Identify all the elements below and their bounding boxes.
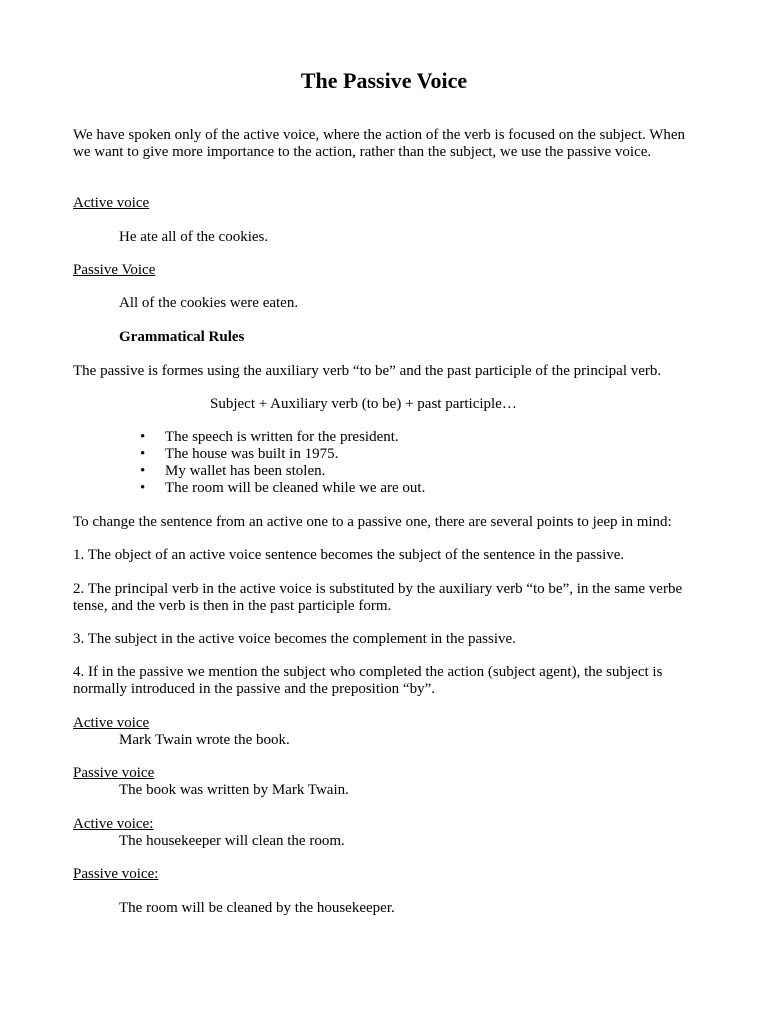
point-2: 2. The principal verb in the active voice is substituted by the auxiliary verb “to be”, in the same verbe tense, and the verb is then in the past participle form.: [73, 581, 683, 614]
example-label-active-2: Active voice:: [73, 816, 154, 832]
bullet-item: [140, 480, 425, 497]
bullet-symbol: •: [140, 446, 146, 462]
example-sentence-passive-1: The book was written by Mark Twain.: [119, 782, 349, 798]
rules-heading: Grammatical Rules: [119, 329, 245, 345]
bullet-symbol: •: [140, 429, 146, 445]
document-title: The Passive Voice: [300, 68, 468, 93]
change-intro: To change the sentence from an active one to a passive one, there are several points to jeep in mind:: [73, 514, 672, 530]
bullet-item: [140, 446, 425, 463]
example-sentence-active-1: Mark Twain wrote the book.: [119, 732, 290, 748]
passive-formula: Subject + Auxiliary verb (to be) + past participle…: [210, 396, 517, 412]
example-bullet-list: [140, 429, 425, 497]
bullet-text: The house was built in 1975.: [165, 446, 339, 462]
bullet-text: The speech is written for the president.: [165, 429, 399, 445]
bullet-symbol: •: [140, 463, 146, 479]
bullet-item: [140, 463, 425, 480]
active-voice-label: Active voice: [73, 195, 150, 211]
bullet-symbol: •: [140, 480, 146, 496]
point-3: 3. The subject in the active voice becomes the complement in the passive.: [73, 631, 516, 647]
point-1: 1. The object of an active voice sentence becomes the subject of the sentence in the passive.: [73, 547, 625, 563]
bullet-text: The room will be cleaned while we are out.: [165, 480, 426, 496]
example-sentence-passive-2: The room will be cleaned by the housekeeper.: [119, 900, 395, 916]
active-voice-sentence: He ate all of the cookies.: [119, 229, 269, 245]
bullet-text: My wallet has been stolen.: [165, 463, 326, 479]
rules-intro: The passive is formes using the auxiliary verb “to be” and the past participle of the principal verb.: [73, 363, 662, 379]
example-label-active-1: Active voice: [73, 715, 150, 731]
point-4: 4. If in the passive we mention the subject who completed the action (subject agent), the subject is normally introduced in the passive and the preposition “by”.: [73, 664, 663, 697]
example-sentence-active-2: The housekeeper will clean the room.: [119, 833, 345, 849]
bullet-item: [140, 429, 425, 446]
passive-voice-label: Passive Voice: [73, 262, 156, 278]
intro-paragraph: We have spoken only of the active voice, where the action of the verb is focused on the subject. When we want to give more importance to the action, rather than the subject, we use the passive voice.: [73, 127, 686, 160]
example-label-passive-2: Passive voice:: [73, 866, 159, 882]
passive-voice-sentence: All of the cookies were eaten.: [119, 295, 299, 311]
example-label-passive-1: Passive voice: [73, 765, 155, 781]
